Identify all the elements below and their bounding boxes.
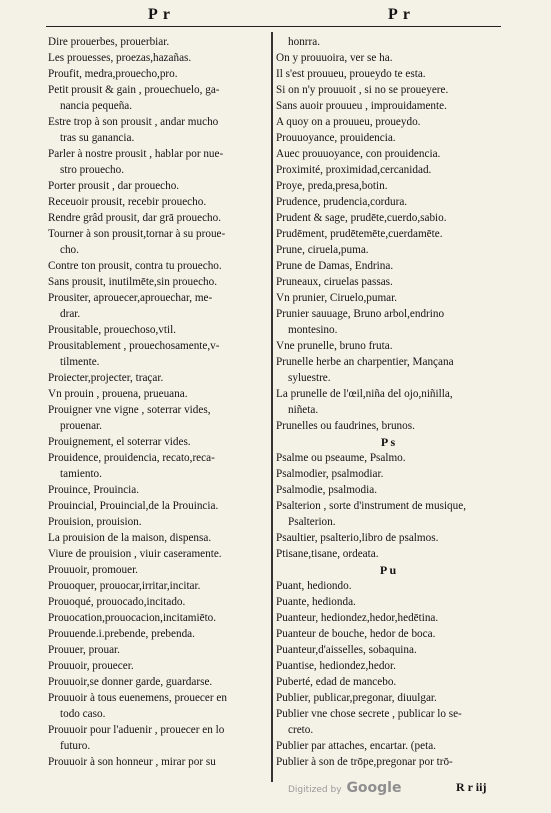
dictionary-line: A quoy on a prouueu, proueydo. — [276, 116, 421, 128]
section-heading: P s — [380, 435, 396, 449]
dictionary-line: Puanteur, hediondez,hedor,hedētina. — [276, 612, 439, 624]
dictionary-line: Prouocation,prouocacion,incitamiēto. — [48, 612, 217, 624]
dictionary-line: Tourner à son prousit,tornar à su proue- — [48, 228, 226, 240]
column-divider — [271, 32, 273, 782]
dictionary-line: La prunelle de l'œil,niña del ojo,niñilla, — [276, 388, 453, 400]
dictionary-line: Prouuoir à tous euenemens, prouecer en — [48, 692, 227, 704]
dictionary-line: Puberté, edad de mancebo. — [276, 676, 397, 688]
dictionary-line: Prune de Damas, Endrina. — [276, 260, 394, 272]
dictionary-line: Psaultier, psalterio,libro de psalmos. — [276, 532, 439, 544]
dictionary-line: Proximité, proximidad,cercanidad. — [276, 164, 432, 176]
dictionary-line: Receuoir prousit, recebir prouecho. — [48, 196, 207, 208]
dictionary-line: Vne prunelle, bruno fruta. — [276, 340, 393, 352]
dictionary-line: Sans prousit, inutilmēte,sin prouecho. — [48, 276, 218, 288]
dictionary-line: Auec prouuoyance, con prouidencia. — [276, 148, 441, 160]
dictionary-line: todo caso. — [60, 708, 106, 720]
dictionary-line: Vn prunier, Ciruelo,pumar. — [276, 292, 398, 304]
dictionary-line: Puante, hedionda. — [276, 596, 356, 608]
watermark-logo-text: Google — [346, 780, 402, 796]
dictionary-line: Dire prouerbes, prouerbiar. — [48, 36, 170, 48]
dictionary-line: montesino. — [288, 324, 338, 336]
dictionary-line: Prunelles ou faudrines, brunos. — [276, 420, 415, 432]
dictionary-line: Prouoqué, prouocado,incitado. — [48, 596, 186, 608]
dictionary-line: Proye, preda,presa,botin. — [276, 180, 388, 192]
dictionary-line: Prouignement, el soterrar vides. — [48, 436, 191, 448]
dictionary-line: Publier par attaches, encartar. (peta. — [276, 740, 436, 752]
dictionary-line: nancia pequeña. — [60, 100, 133, 112]
dictionary-line: Publier à son de trōpe,pregonar por trō- — [276, 756, 453, 768]
dictionary-line: Psalmodie, psalmodia. — [276, 484, 377, 496]
dictionary-line: Prouuoir,se donner garde, guardarse. — [48, 676, 213, 688]
dictionary-line: honrra. — [288, 36, 320, 48]
dictionary-line: stro prouecho. — [60, 164, 125, 176]
dictionary-line: Prouince, Prouincia. — [48, 484, 140, 496]
dictionary-line: Puanteur,d'aisselles, sobaquina. — [276, 644, 417, 656]
digitized-watermark — [288, 780, 401, 796]
dictionary-line: Prousiter, aprouecer,aprouechar, me- — [48, 292, 213, 304]
dictionary-line: tamiento. — [60, 468, 102, 480]
running-head-left: P r — [148, 6, 171, 23]
right-column — [276, 34, 500, 770]
running-head-right: P r — [388, 6, 411, 23]
dictionary-line: Porter prousit , dar prouecho. — [48, 180, 180, 192]
dictionary-line: Prousitablement , prouechosamente,v- — [48, 340, 220, 352]
dictionary-line: Prouoquer, prouocar,irritar,incitar. — [48, 580, 201, 592]
dictionary-line: Sans auoir prouueu , improuidamente. — [276, 100, 447, 112]
dictionary-line: Contre ton prousit, contra tu prouecho. — [48, 260, 222, 272]
dictionary-line: Psalterion. — [288, 516, 336, 528]
dictionary-line: Les prouesses, proezas,hazañas. — [48, 52, 192, 64]
dictionary-line: tras su ganancia. — [60, 132, 135, 144]
dictionary-line: creto. — [288, 724, 314, 736]
dictionary-line: Prousitable, prouechoso,vtil. — [48, 324, 177, 336]
dictionary-line: Publier, publicar,pregonar, diuulgar. — [276, 692, 437, 704]
section-heading: P u — [379, 563, 397, 577]
dictionary-line: Prudent & sage, prudēte,cuerdo,sabio. — [276, 212, 447, 224]
left-column — [48, 34, 268, 770]
dictionary-line: Prouuoir, promouer. — [48, 564, 138, 576]
dictionary-line: Prouuoir, prouecer. — [48, 660, 134, 672]
dictionary-line: Prudence, prudencia,cordura. — [276, 196, 408, 208]
dictionary-line: Prunelle herbe an charpentier, Mançana — [276, 356, 454, 368]
dictionary-line: Prune, ciruela,puma. — [276, 244, 369, 256]
dictionary-line: Parler à nostre prousit , hablar por nue- — [48, 148, 224, 160]
dictionary-line: Rendre grâd prousit, dar grā prouecho. — [48, 212, 222, 224]
dictionary-line: Pruneaux, ciruelas passas. — [276, 276, 393, 288]
dictionary-line: Puantise, hediondez,hedor. — [276, 660, 396, 672]
dictionary-line: drar. — [60, 308, 81, 320]
dictionary-line: Psalmodier, psalmodiar. — [276, 468, 384, 480]
dictionary-line: Prouision, prouision. — [48, 516, 142, 528]
dictionary-line: La prouision de la maison, dispensa. — [48, 532, 212, 544]
dictionary-line: cho. — [60, 244, 79, 256]
dictionary-line: Publier vne chose secrete , publicar lo se- — [276, 708, 462, 720]
signature-mark: R r iij — [456, 780, 487, 794]
dictionary-line: Prudēment, prudētemēte,cuerdamēte. — [276, 228, 443, 240]
dictionary-line: prouenar. — [60, 420, 102, 432]
dictionary-line: Prouuende.i.prebende, prebenda. — [48, 628, 195, 640]
dictionary-line: Prouidence, prouidencia, recato,reca- — [48, 452, 215, 464]
dictionary-line: On y prouuoira, ver se ha. — [276, 52, 393, 64]
dictionary-line: Prouigner vne vigne , soterrar vides, — [48, 404, 211, 416]
dictionary-line: Proufit, medra,prouecho,pro. — [48, 68, 178, 80]
dictionary-line: Prouincial, Prouincial,de la Prouincia. — [48, 500, 219, 512]
dictionary-line: Si on n'y prouuoit , si no se proueyere. — [276, 84, 449, 96]
dictionary-line: Viure de prouision , viuir caseramente. — [48, 548, 222, 560]
dictionary-line: Il s'est prouueu, proueydo te esta. — [276, 68, 426, 80]
dictionary-line: Prouuer, prouar. — [48, 644, 120, 656]
dictionary-line: Estre trop à son prousit , andar mucho — [48, 116, 219, 128]
dictionary-line: Psalterion , sorte d'instrument de musique, — [276, 500, 467, 512]
dictionary-line: Petit prousit & gain , prouechuelo, ga- — [48, 84, 220, 96]
dictionary-line: Prouuoir pour l'aduenir , prouecer en lo — [48, 724, 225, 736]
dictionary-line: Prouuoyance, prouidencia. — [276, 132, 396, 144]
dictionary-line: Ptisane,tisane, ordeata. — [276, 548, 379, 560]
dictionary-line: Psalme ou pseaume, Psalmo. — [276, 452, 406, 464]
dictionary-line: Puanteur de bouche, hedor de boca. — [276, 628, 436, 640]
dictionary-line: futuro. — [60, 740, 91, 752]
dictionary-line: Proiecter,projecter, traçar. — [48, 372, 164, 384]
dictionary-line: Prouuoir à son honneur , mirar por su — [48, 756, 216, 768]
dictionary-line: Prunier sauuage, Bruno arbol,endrino — [276, 308, 445, 320]
dictionary-line: Puant, hediondo. — [276, 580, 352, 592]
header-rule — [46, 26, 501, 27]
watermark-small-text: Digitized by — [288, 785, 342, 795]
dictionary-line: tilmente. — [60, 356, 100, 368]
dictionary-line: niñeta. — [288, 404, 319, 416]
dictionary-line: Vn prouin , prouena, prueuana. — [48, 388, 188, 400]
dictionary-line: syluestre. — [288, 372, 331, 384]
